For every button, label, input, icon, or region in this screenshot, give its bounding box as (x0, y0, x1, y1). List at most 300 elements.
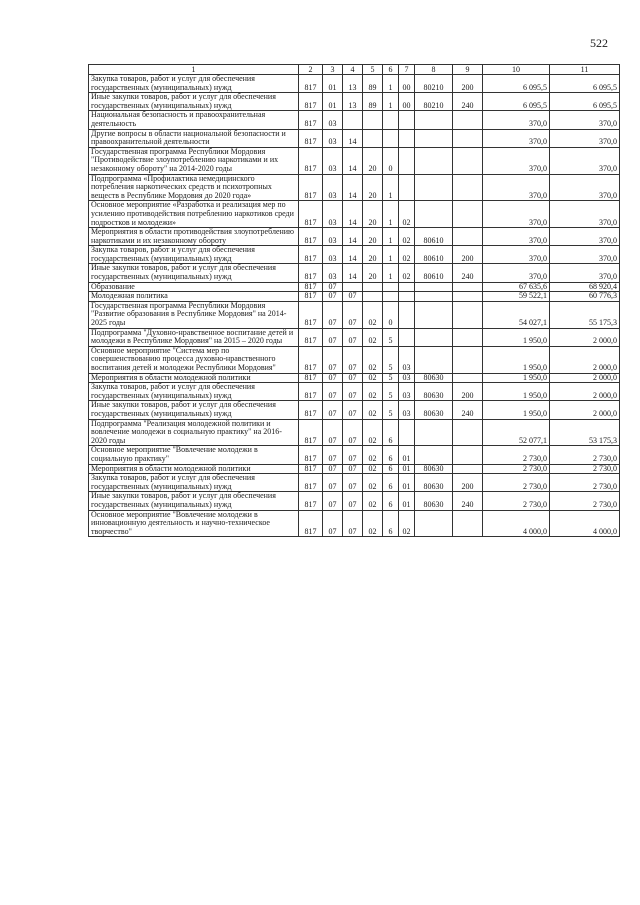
amount-year-1: 370,0 (483, 246, 550, 264)
code-expense-type (453, 228, 483, 246)
code-subprogram: 5 (383, 401, 399, 419)
code-subsection: 07 (343, 383, 363, 401)
code-activity (399, 111, 415, 129)
amount-year-1: 370,0 (483, 147, 550, 174)
code-direction: 80210 (415, 93, 453, 111)
code-ministry: 817 (299, 419, 323, 446)
amount-year-1: 370,0 (483, 174, 550, 201)
code-section: 07 (323, 346, 343, 373)
code-subsection: 07 (343, 474, 363, 492)
code-subsection: 07 (343, 464, 363, 474)
table-row (89, 246, 620, 264)
code-activity: 02 (399, 228, 415, 246)
code-ministry: 817 (299, 264, 323, 282)
amount-year-1: 1 950,0 (483, 401, 550, 419)
code-activity: 03 (399, 383, 415, 401)
code-subprogram: 1 (383, 201, 399, 228)
code-program (363, 292, 383, 302)
code-expense-type (453, 301, 483, 328)
code-subsection: 07 (343, 419, 363, 446)
amount-year-1: 54 027,1 (483, 301, 550, 328)
code-direction: 80630 (415, 474, 453, 492)
code-section: 07 (323, 474, 343, 492)
code-program: 20 (363, 201, 383, 228)
row-label: Молодежная политика (89, 292, 299, 302)
code-section: 01 (323, 75, 343, 93)
row-label: Государственная программа Республики Мордовия "Противодействие злоупотреблению наркотиками и их незаконному обороту" на 2014-2020 годы (89, 147, 299, 174)
code-subprogram: 1 (383, 174, 399, 201)
table-row (89, 228, 620, 246)
code-program: 02 (363, 419, 383, 446)
table-row (89, 401, 620, 419)
code-section: 03 (323, 147, 343, 174)
row-label: Основное мероприятие "Вовлечение молодежи в социальную практику" (89, 446, 299, 464)
code-subsection: 07 (343, 401, 363, 419)
row-label: Мероприятия в области молодежной политики (89, 464, 299, 474)
code-ministry: 817 (299, 492, 323, 510)
table-row (89, 282, 620, 292)
code-expense-type: 200 (453, 246, 483, 264)
code-expense-type: 240 (453, 264, 483, 282)
code-direction (415, 301, 453, 328)
code-expense-type (453, 147, 483, 174)
code-subsection: 07 (343, 292, 363, 302)
column-header: 2 (299, 65, 323, 75)
row-label: Подпрограмма "Реализация молодежной политики и вовлечение молодежи в социальную практику" на 2016-2020 годы (89, 419, 299, 446)
code-subprogram: 6 (383, 510, 399, 537)
code-subsection: 07 (343, 492, 363, 510)
code-activity: 03 (399, 373, 415, 383)
code-section: 07 (323, 373, 343, 383)
code-direction (415, 346, 453, 373)
table-header (89, 65, 620, 75)
code-subsection: 13 (343, 93, 363, 111)
amount-year-1: 4 000,0 (483, 510, 550, 537)
row-label: Подпрограмма «Профилактика немедицинского потребления наркотических средств и психотропных веществ в Республике Мордовия до 2020 года» (89, 174, 299, 201)
code-section: 07 (323, 383, 343, 401)
code-direction: 80630 (415, 373, 453, 383)
code-direction (415, 201, 453, 228)
code-subprogram: 5 (383, 346, 399, 373)
code-activity: 02 (399, 246, 415, 264)
amount-year-2: 370,0 (550, 174, 620, 201)
amount-year-2: 68 920,4 (550, 282, 620, 292)
code-direction: 80630 (415, 492, 453, 510)
code-direction (415, 446, 453, 464)
code-expense-type: 240 (453, 492, 483, 510)
code-ministry: 817 (299, 246, 323, 264)
code-subprogram: 1 (383, 228, 399, 246)
amount-year-2: 370,0 (550, 147, 620, 174)
code-direction (415, 419, 453, 446)
code-ministry: 817 (299, 93, 323, 111)
table-row (89, 464, 620, 474)
amount-year-1: 370,0 (483, 201, 550, 228)
column-header: 8 (415, 65, 453, 75)
table-body (89, 75, 620, 537)
amount-year-2: 2 730,0 (550, 474, 620, 492)
code-program: 20 (363, 174, 383, 201)
amount-year-1: 59 522,1 (483, 292, 550, 302)
row-label: Национальная безопасность и правоохранительная деятельность (89, 111, 299, 129)
code-program: 20 (363, 264, 383, 282)
code-subsection (343, 282, 363, 292)
amount-year-2: 370,0 (550, 228, 620, 246)
amount-year-2: 370,0 (550, 129, 620, 147)
code-program (363, 111, 383, 129)
code-section: 03 (323, 111, 343, 129)
code-ministry: 817 (299, 147, 323, 174)
code-expense-type (453, 346, 483, 373)
row-label: Закупка товаров, работ и услуг для обеспечения государственных (муниципальных) нужд (89, 383, 299, 401)
code-subsection: 14 (343, 228, 363, 246)
code-subprogram: 1 (383, 75, 399, 93)
code-subsection: 14 (343, 264, 363, 282)
amount-year-2: 2 000,0 (550, 346, 620, 373)
code-section: 07 (323, 328, 343, 346)
table-row (89, 93, 620, 111)
code-ministry: 817 (299, 373, 323, 383)
code-program: 20 (363, 246, 383, 264)
code-activity: 00 (399, 93, 415, 111)
amount-year-1: 1 950,0 (483, 383, 550, 401)
row-label: Закупка товаров, работ и услуг для обеспечения государственных (муниципальных) нужд (89, 75, 299, 93)
table-row (89, 492, 620, 510)
code-program: 89 (363, 75, 383, 93)
row-label: Мероприятия в области молодежной политики (89, 373, 299, 383)
table-row (89, 111, 620, 129)
code-expense-type (453, 129, 483, 147)
code-expense-type (453, 373, 483, 383)
page-number: 522 (590, 36, 608, 50)
amount-year-1: 370,0 (483, 111, 550, 129)
row-label: Подпрограмма "Духовно-нравственное воспитание детей и молодежи в Республике Мордовия" на 2015 – 2020 годы (89, 328, 299, 346)
code-expense-type: 200 (453, 75, 483, 93)
code-section: 07 (323, 401, 343, 419)
row-label: Иные закупки товаров, работ и услуг для обеспечения государственных (муниципальных) нужд (89, 93, 299, 111)
code-ministry: 817 (299, 301, 323, 328)
amount-year-2: 6 095,5 (550, 75, 620, 93)
amount-year-1: 1 950,0 (483, 373, 550, 383)
code-expense-type (453, 201, 483, 228)
code-expense-type: 200 (453, 383, 483, 401)
amount-year-1: 1 950,0 (483, 328, 550, 346)
code-subsection: 07 (343, 373, 363, 383)
amount-year-2: 2 730,0 (550, 492, 620, 510)
table-row (89, 510, 620, 537)
row-label: Мероприятия в области противодействия злоупотреблению наркотиками и их незаконному обороту (89, 228, 299, 246)
code-section: 07 (323, 446, 343, 464)
code-section: 07 (323, 510, 343, 537)
code-direction (415, 129, 453, 147)
code-expense-type (453, 282, 483, 292)
code-ministry: 817 (299, 401, 323, 419)
code-direction: 80610 (415, 264, 453, 282)
table-row (89, 147, 620, 174)
code-program: 20 (363, 228, 383, 246)
code-activity (399, 301, 415, 328)
header-row (89, 65, 620, 75)
code-ministry: 817 (299, 201, 323, 228)
column-header: 3 (323, 65, 343, 75)
amount-year-2: 2 000,0 (550, 373, 620, 383)
code-subprogram (383, 292, 399, 302)
code-program (363, 129, 383, 147)
amount-year-2: 2 000,0 (550, 328, 620, 346)
code-direction (415, 174, 453, 201)
code-activity (399, 147, 415, 174)
row-label: Иные закупки товаров, работ и услуг для обеспечения государственных (муниципальных) нужд (89, 401, 299, 419)
table-row (89, 292, 620, 302)
code-activity (399, 129, 415, 147)
code-activity (399, 419, 415, 446)
code-direction (415, 292, 453, 302)
row-label: Закупка товаров, работ и услуг для обеспечения государственных (муниципальных) нужд (89, 246, 299, 264)
code-ministry: 817 (299, 464, 323, 474)
amount-year-1: 1 950,0 (483, 346, 550, 373)
code-direction: 80610 (415, 228, 453, 246)
code-program: 02 (363, 373, 383, 383)
code-program (363, 282, 383, 292)
amount-year-2: 4 000,0 (550, 510, 620, 537)
code-section: 07 (323, 282, 343, 292)
code-subsection: 07 (343, 446, 363, 464)
code-direction (415, 147, 453, 174)
table-row (89, 264, 620, 282)
code-activity: 02 (399, 201, 415, 228)
column-header: 10 (483, 65, 550, 75)
code-ministry: 817 (299, 174, 323, 201)
amount-year-2: 53 175,3 (550, 419, 620, 446)
code-direction (415, 510, 453, 537)
code-expense-type (453, 446, 483, 464)
code-direction (415, 328, 453, 346)
code-subprogram: 1 (383, 246, 399, 264)
code-subprogram: 5 (383, 383, 399, 401)
code-ministry: 817 (299, 346, 323, 373)
code-activity (399, 282, 415, 292)
code-subprogram: 1 (383, 264, 399, 282)
code-subprogram: 0 (383, 301, 399, 328)
code-activity: 00 (399, 75, 415, 93)
code-subsection: 07 (343, 328, 363, 346)
code-ministry: 817 (299, 129, 323, 147)
amount-year-2: 2 730,0 (550, 446, 620, 464)
row-label: Основное мероприятие "Система мер по совершенствованию процесса духовно-нравственного воспитания детей и молодежи Республики Мордовия" (89, 346, 299, 373)
code-activity: 01 (399, 446, 415, 464)
code-section: 03 (323, 264, 343, 282)
code-program: 02 (363, 401, 383, 419)
code-ministry: 817 (299, 75, 323, 93)
amount-year-1: 2 730,0 (483, 464, 550, 474)
column-header: 1 (89, 65, 299, 75)
amount-year-2: 2 000,0 (550, 401, 620, 419)
table-row (89, 474, 620, 492)
code-section: 01 (323, 93, 343, 111)
code-expense-type (453, 419, 483, 446)
code-section: 07 (323, 301, 343, 328)
code-program: 02 (363, 492, 383, 510)
table-row (89, 174, 620, 201)
table-row (89, 201, 620, 228)
code-activity: 01 (399, 492, 415, 510)
code-expense-type (453, 111, 483, 129)
amount-year-2: 2 730,0 (550, 464, 620, 474)
code-direction: 80630 (415, 464, 453, 474)
row-label: Основное мероприятие "Вовлечение молодежи в инновационную деятельность и научно-техническое творчество" (89, 510, 299, 537)
row-label: Другие вопросы в области национальной безопасности и правоохранительной деятельности (89, 129, 299, 147)
amount-year-1: 370,0 (483, 129, 550, 147)
code-expense-type (453, 328, 483, 346)
code-section: 03 (323, 129, 343, 147)
code-expense-type: 240 (453, 93, 483, 111)
amount-year-2: 370,0 (550, 201, 620, 228)
amount-year-2: 60 776,3 (550, 292, 620, 302)
code-activity (399, 328, 415, 346)
code-subsection: 07 (343, 346, 363, 373)
table-row (89, 446, 620, 464)
table-row (89, 373, 620, 383)
code-subsection: 13 (343, 75, 363, 93)
code-ministry: 817 (299, 510, 323, 537)
row-label: Иные закупки товаров, работ и услуг для обеспечения государственных (муниципальных) нужд (89, 264, 299, 282)
table-row (89, 301, 620, 328)
row-label: Иные закупки товаров, работ и услуг для обеспечения государственных (муниципальных) нужд (89, 492, 299, 510)
code-expense-type: 200 (453, 474, 483, 492)
code-program: 02 (363, 346, 383, 373)
code-program: 02 (363, 446, 383, 464)
code-ministry: 817 (299, 228, 323, 246)
code-ministry: 817 (299, 292, 323, 302)
amount-year-1: 2 730,0 (483, 474, 550, 492)
code-activity (399, 292, 415, 302)
code-expense-type: 240 (453, 401, 483, 419)
code-program: 02 (363, 510, 383, 537)
code-section: 07 (323, 464, 343, 474)
column-header: 4 (343, 65, 363, 75)
code-subprogram: 0 (383, 147, 399, 174)
code-section: 07 (323, 492, 343, 510)
code-direction (415, 282, 453, 292)
code-subprogram: 6 (383, 464, 399, 474)
amount-year-2: 6 095,5 (550, 93, 620, 111)
code-expense-type (453, 510, 483, 537)
amount-year-1: 52 077,1 (483, 419, 550, 446)
code-subsection (343, 111, 363, 129)
code-subprogram (383, 129, 399, 147)
amount-year-1: 6 095,5 (483, 75, 550, 93)
code-program: 20 (363, 147, 383, 174)
code-ministry: 817 (299, 474, 323, 492)
code-ministry: 817 (299, 111, 323, 129)
code-activity: 03 (399, 346, 415, 373)
code-activity: 01 (399, 464, 415, 474)
code-subprogram: 6 (383, 474, 399, 492)
code-expense-type (453, 292, 483, 302)
code-section: 03 (323, 228, 343, 246)
code-direction: 80610 (415, 246, 453, 264)
code-program: 89 (363, 93, 383, 111)
code-expense-type (453, 174, 483, 201)
amount-year-2: 370,0 (550, 264, 620, 282)
amount-year-1: 2 730,0 (483, 446, 550, 464)
code-ministry: 817 (299, 328, 323, 346)
code-subprogram (383, 282, 399, 292)
budget-table (88, 64, 620, 537)
code-subsection: 14 (343, 147, 363, 174)
row-label: Государственная программа Республики Мордовия "Развитие образования в Республике Мордовия" на 2014-2025 годы (89, 301, 299, 328)
code-ministry: 817 (299, 446, 323, 464)
code-program: 02 (363, 328, 383, 346)
row-label: Основное мероприятие «Разработка и реализация мер по усилению противодействия потреблению наркотиков среди подростков и молодежи» (89, 201, 299, 228)
amount-year-1: 2 730,0 (483, 492, 550, 510)
code-subsection: 14 (343, 129, 363, 147)
code-program: 02 (363, 301, 383, 328)
code-section: 07 (323, 419, 343, 446)
code-expense-type (453, 464, 483, 474)
column-header: 9 (453, 65, 483, 75)
column-header: 7 (399, 65, 415, 75)
amount-year-1: 370,0 (483, 264, 550, 282)
code-activity: 02 (399, 510, 415, 537)
code-subprogram: 6 (383, 419, 399, 446)
amount-year-1: 370,0 (483, 228, 550, 246)
code-direction: 80210 (415, 75, 453, 93)
code-subprogram (383, 111, 399, 129)
row-label: Образование (89, 282, 299, 292)
code-program: 02 (363, 474, 383, 492)
table-row (89, 346, 620, 373)
column-header: 11 (550, 65, 620, 75)
amount-year-2: 370,0 (550, 246, 620, 264)
amount-year-2: 55 175,3 (550, 301, 620, 328)
code-direction (415, 111, 453, 129)
table-row (89, 383, 620, 401)
code-subsection: 14 (343, 201, 363, 228)
code-subsection: 07 (343, 301, 363, 328)
code-activity (399, 174, 415, 201)
code-ministry: 817 (299, 282, 323, 292)
code-section: 03 (323, 174, 343, 201)
table-row (89, 419, 620, 446)
amount-year-1: 6 095,5 (483, 93, 550, 111)
amount-year-2: 370,0 (550, 111, 620, 129)
code-subprogram: 1 (383, 93, 399, 111)
code-activity: 02 (399, 264, 415, 282)
code-subsection: 14 (343, 246, 363, 264)
code-subprogram: 6 (383, 446, 399, 464)
row-label: Закупка товаров, работ и услуг для обеспечения государственных (муниципальных) нужд (89, 474, 299, 492)
code-activity: 03 (399, 401, 415, 419)
column-header: 6 (383, 65, 399, 75)
table-row (89, 129, 620, 147)
amount-year-1: 67 635,6 (483, 282, 550, 292)
code-subprogram: 5 (383, 373, 399, 383)
code-subsection: 14 (343, 174, 363, 201)
code-direction: 80630 (415, 383, 453, 401)
code-section: 03 (323, 201, 343, 228)
code-direction: 80630 (415, 401, 453, 419)
code-program: 02 (363, 383, 383, 401)
code-activity: 01 (399, 474, 415, 492)
code-subsection: 07 (343, 510, 363, 537)
code-section: 03 (323, 246, 343, 264)
table-row (89, 75, 620, 93)
code-section: 07 (323, 292, 343, 302)
table-row (89, 328, 620, 346)
column-header: 5 (363, 65, 383, 75)
code-subprogram: 5 (383, 328, 399, 346)
